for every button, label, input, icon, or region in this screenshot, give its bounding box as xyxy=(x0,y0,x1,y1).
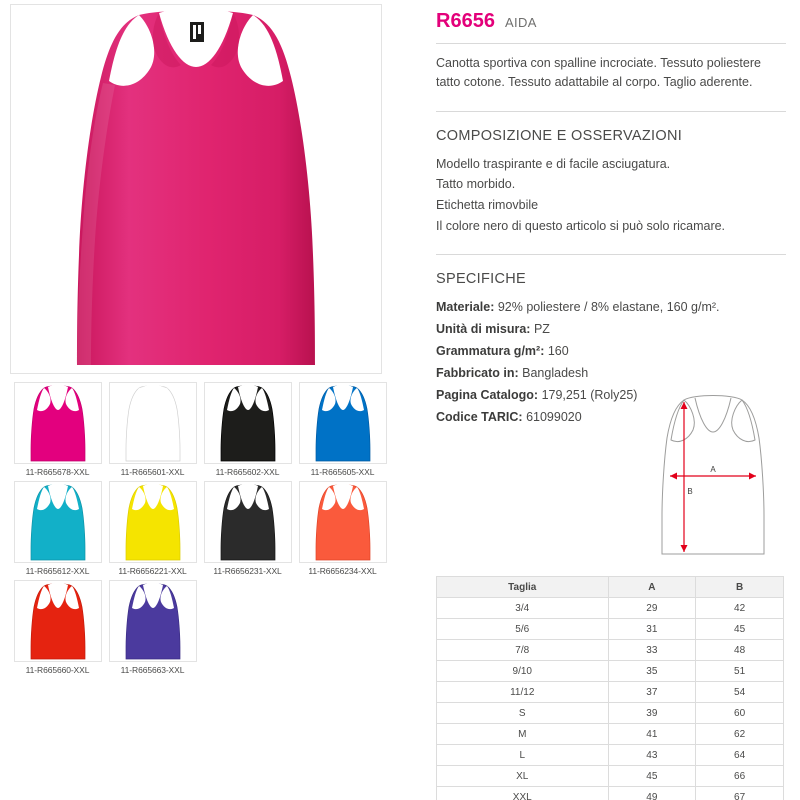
product-heading xyxy=(432,10,792,33)
table-row xyxy=(437,640,784,661)
tank-top-thumb-illustration xyxy=(15,383,101,463)
color-thumbnail-image[interactable] xyxy=(204,382,292,464)
composition-line: Modello traspirante e di facile asciugatura. xyxy=(436,156,671,171)
table-row xyxy=(437,703,784,724)
cell-taglia: 11/12 xyxy=(437,682,609,703)
cell-taglia: 7/8 xyxy=(437,640,609,661)
color-thumbnail[interactable] xyxy=(200,481,295,576)
spec-item-materiale xyxy=(432,297,792,319)
product-reference: R6656 xyxy=(436,10,495,32)
tank-top-thumb-illustration xyxy=(15,482,101,562)
spec-label: Codice TARIC: xyxy=(436,409,523,424)
color-thumbnail-code: 11-R665660-XXL xyxy=(25,665,90,675)
composition-line: Il colore nero di questo articolo si può solo ricamare. xyxy=(436,218,726,233)
cell-b: 67 xyxy=(696,787,784,800)
tank-top-thumb-illustration xyxy=(110,581,196,661)
cell-b: 62 xyxy=(696,724,784,745)
color-thumbnail-code: 11-R665601-XXL xyxy=(120,467,185,477)
cell-a: 33 xyxy=(608,640,696,661)
tank-top-thumb-illustration xyxy=(300,383,386,463)
measurement-diagram xyxy=(638,386,788,564)
tank-top-thumb-illustration xyxy=(205,482,291,562)
spec-label: Pagina Catalogo: xyxy=(436,387,539,402)
table-row xyxy=(437,787,784,800)
composition-line: Tatto morbido. xyxy=(436,177,516,192)
header-taglia: Taglia xyxy=(437,577,609,598)
color-thumbnail[interactable] xyxy=(105,580,200,675)
cell-a: 43 xyxy=(608,745,696,766)
composition-title: COMPOSIZIONE E OSSERVAZIONI xyxy=(436,127,683,144)
product-name: AIDA xyxy=(504,15,537,30)
color-thumbnail[interactable] xyxy=(295,382,390,477)
cell-a: 35 xyxy=(608,661,696,682)
color-thumbnail-code: 11-R665612-XXL xyxy=(25,566,90,576)
cell-taglia: 9/10 xyxy=(437,661,609,682)
header-b: B xyxy=(696,577,784,598)
color-thumbnail-image[interactable] xyxy=(14,481,102,563)
cell-a: 49 xyxy=(608,787,696,800)
color-thumbnail-image[interactable] xyxy=(299,382,387,464)
header-a: A xyxy=(608,577,696,598)
cell-a: 37 xyxy=(608,682,696,703)
color-thumbnail-code: 11-R665663-XXL xyxy=(120,665,185,675)
color-thumbnail[interactable] xyxy=(200,382,295,477)
color-thumbnail-code: 11-R6656234-XXL xyxy=(308,566,377,576)
cell-b: 64 xyxy=(696,745,784,766)
specs-title: SPECIFICHE xyxy=(436,271,527,288)
table-row xyxy=(437,598,784,619)
color-thumbnail[interactable] xyxy=(105,382,200,477)
color-thumbnail[interactable] xyxy=(10,382,105,477)
cell-taglia: 3/4 xyxy=(437,598,609,619)
tank-top-illustration xyxy=(11,5,381,373)
product-description: Canotta sportiva con spalline incrociate. Tessuto poliestere tatto cotone. Tessuto adattabile al corpo. Taglio aderente. xyxy=(436,56,761,90)
main-product-image[interactable] xyxy=(10,4,382,374)
dimension-a-label: A xyxy=(710,465,716,474)
color-thumbnail-list xyxy=(10,382,390,679)
divider-1 xyxy=(436,43,786,44)
color-thumbnail[interactable] xyxy=(295,481,390,576)
spec-value: 160 xyxy=(547,344,569,358)
cell-b: 60 xyxy=(696,703,784,724)
spec-item-unita-misura xyxy=(432,319,792,341)
color-thumbnail-image[interactable] xyxy=(109,382,197,464)
tank-top-thumb-illustration xyxy=(15,581,101,661)
table-row xyxy=(437,682,784,703)
spec-label: Fabbricato in: xyxy=(436,365,519,380)
color-thumbnail-code: 11-R665678-XXL xyxy=(25,467,90,477)
color-thumbnail-image[interactable] xyxy=(14,580,102,662)
spec-value: 92% poliestere / 8% elastane, 160 g/m². xyxy=(497,300,720,315)
cell-taglia: M xyxy=(437,724,609,745)
color-thumbnail-image[interactable] xyxy=(14,382,102,464)
cell-taglia: XL xyxy=(437,766,609,787)
composition-line: Etichetta rimovbile xyxy=(436,198,539,212)
color-thumbnail[interactable] xyxy=(105,481,200,576)
cell-b: 42 xyxy=(696,598,784,619)
cell-a: 45 xyxy=(608,766,696,787)
spec-value: Bangladesh xyxy=(522,365,589,380)
technical-drawing xyxy=(638,386,788,564)
color-thumbnail[interactable] xyxy=(10,580,105,675)
cell-b: 66 xyxy=(696,766,784,787)
color-thumbnail-code: 11-R6656221-XXL xyxy=(118,566,187,576)
color-thumbnail[interactable] xyxy=(10,481,105,576)
tank-top-thumb-illustration xyxy=(110,482,196,562)
spec-label: Grammatura g/m²: xyxy=(436,344,545,358)
spec-value: 179,251 (Roly25) xyxy=(541,387,638,402)
cell-taglia: XXL xyxy=(437,787,609,800)
color-thumbnail-image[interactable] xyxy=(109,580,197,662)
cell-taglia: L xyxy=(437,745,609,766)
spec-item-grammatura xyxy=(432,341,792,363)
color-thumbnail-code: 11-R6656231-XXL xyxy=(213,566,282,576)
color-thumbnail-code: 11-R665605-XXL xyxy=(310,467,375,477)
divider-3 xyxy=(436,254,786,255)
cell-taglia: 5/6 xyxy=(437,619,609,640)
size-table xyxy=(436,576,784,800)
table-row xyxy=(437,745,784,766)
color-thumbnail-code: 11-R665602-XXL xyxy=(215,467,280,477)
spec-label: Unità di misura: xyxy=(436,322,531,337)
tank-top-thumb-illustration xyxy=(300,482,386,562)
spec-label: Materiale: xyxy=(436,300,495,315)
cell-b: 48 xyxy=(696,640,784,661)
table-row xyxy=(437,766,784,787)
size-table-body xyxy=(437,598,784,800)
cell-a: 29 xyxy=(608,598,696,619)
divider-2 xyxy=(436,111,786,112)
cell-b: 54 xyxy=(696,682,784,703)
composition-list xyxy=(432,154,792,237)
color-thumbnail-image[interactable] xyxy=(204,481,292,563)
spec-value: 61099020 xyxy=(526,409,582,424)
color-thumbnail-image[interactable] xyxy=(109,481,197,563)
cell-b: 51 xyxy=(696,661,784,682)
table-row xyxy=(437,724,784,745)
cell-a: 31 xyxy=(608,619,696,640)
tank-top-thumb-illustration xyxy=(205,383,291,463)
table-row xyxy=(437,661,784,682)
tank-top-thumb-illustration xyxy=(110,383,196,463)
cell-a: 41 xyxy=(608,724,696,745)
table-row xyxy=(437,619,784,640)
color-thumbnail-image[interactable] xyxy=(299,481,387,563)
cell-b: 45 xyxy=(696,619,784,640)
table-header-row xyxy=(437,577,784,598)
cell-a: 39 xyxy=(608,703,696,724)
dimension-b-label: B xyxy=(687,487,693,496)
cell-taglia: S xyxy=(437,703,609,724)
spec-value: PZ xyxy=(533,322,550,337)
spec-item-fabbricato-in xyxy=(432,363,792,385)
